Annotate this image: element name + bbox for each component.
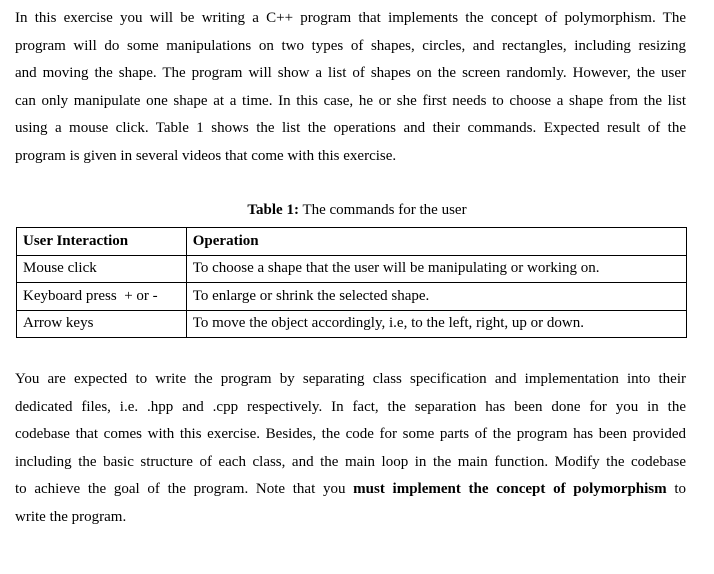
intro-line: In this exercise you will be writing a C++ program that implements the concept of polymorphism. The [15, 10, 686, 26]
table-caption-text: The commands for the user [298, 202, 467, 218]
table-row [17, 310, 687, 338]
table-header-cell: Operation [186, 228, 686, 256]
closing-line: You are expected to write the program by separating class specification and implementation into their [15, 371, 686, 387]
closing-line [15, 476, 686, 504]
emphasis-polymorphism: must implement the concept of polymorphism [353, 481, 667, 498]
intro-line: program is given in several videos that come with this exercise. [15, 147, 397, 164]
closing-line: write the program. [15, 508, 127, 525]
intro-line: program will do some manipulations on two types of shapes, circles, and rectangles, including resizing [15, 37, 686, 54]
intro-line: and moving the shape. The program will show a list of shapes on the screen randomly. However, the user [15, 65, 686, 82]
table-row [17, 283, 687, 311]
table-cell: To enlarge or shrink the selected shape. [186, 283, 686, 311]
closing-line: including the basic structure of each class, and the main loop in the main function. Modify the codebase [15, 453, 686, 470]
table-cell: Mouse click [17, 255, 187, 283]
intro-line: can only manipulate one shape at a time. In this case, he or she first needs to choose a shape from the list [15, 92, 686, 109]
table-caption [0, 199, 714, 221]
intro-paragraph [15, 5, 686, 171]
table-cell: Keyboard press + or - [17, 283, 187, 311]
table-cell: To move the object accordingly, i.e, to the left, right, up or down. [186, 310, 686, 338]
closing-line-text: to achieve the goal of the program. Note that you [15, 481, 354, 498]
closing-line: codebase that comes with this exercise. Besides, the code for some parts of the program has been provided [15, 426, 686, 443]
commands-table [16, 227, 687, 338]
table-header-cell: User Interaction [17, 228, 187, 256]
table-row [17, 255, 687, 283]
table-header-row [17, 228, 687, 256]
table-cell: Arrow keys [17, 310, 187, 338]
table-caption-label: Table 1: [247, 202, 299, 218]
closing-paragraph [15, 366, 686, 532]
closing-line: dedicated files, i.e. .hpp and .cpp respectively. In fact, the separation has been done for you in the [15, 398, 686, 415]
closing-line-text: to [666, 481, 687, 498]
intro-line: using a mouse click. Table 1 shows the list the operations and their commands. Expected result of the [15, 120, 686, 137]
table-cell: To choose a shape that the user will be manipulating or working on. [186, 255, 686, 283]
